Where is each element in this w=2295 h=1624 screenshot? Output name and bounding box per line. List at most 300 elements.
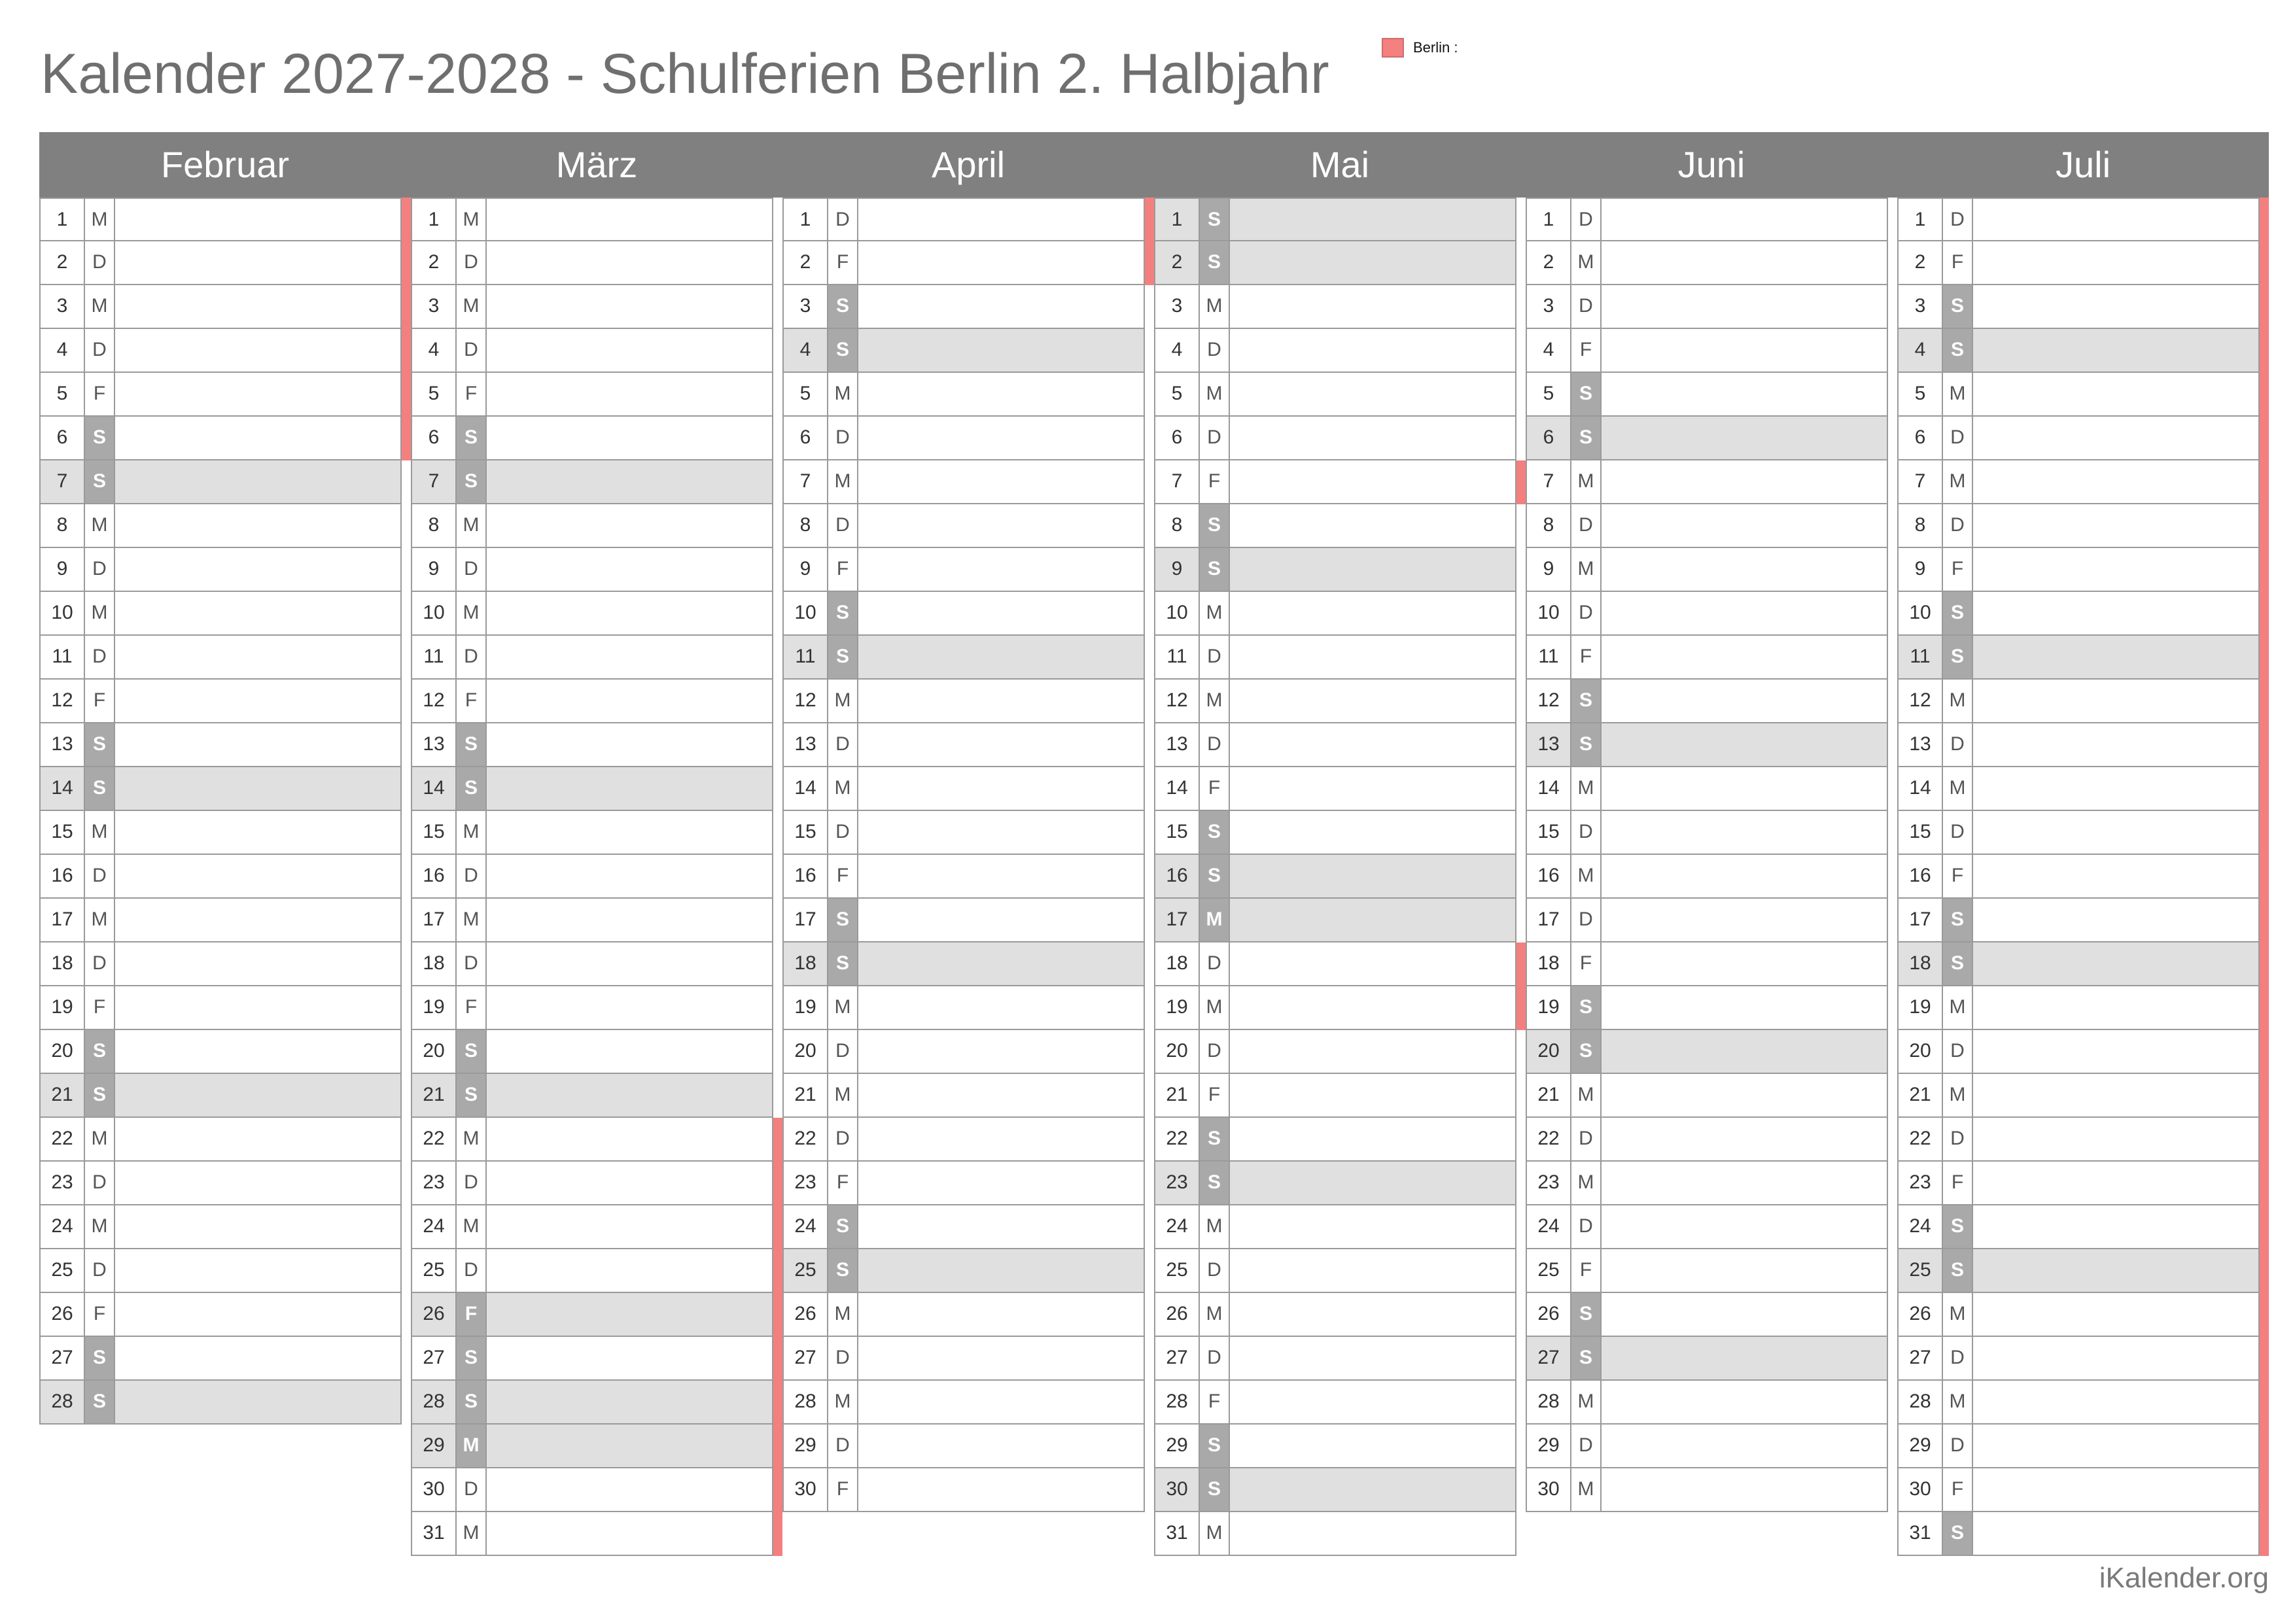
day-note-cell[interactable]: [115, 1293, 400, 1336]
day-note-cell[interactable]: [487, 986, 772, 1029]
day-note-cell[interactable]: [858, 767, 1144, 810]
month-title: April: [931, 144, 1006, 185]
weekday-letter: S: [457, 1030, 487, 1073]
day-row: [411, 548, 773, 592]
day-note-cell[interactable]: [1973, 548, 2258, 591]
day-note-cell[interactable]: [858, 986, 1144, 1029]
day-row: [1897, 592, 2260, 636]
day-note-cell[interactable]: [1230, 1030, 1515, 1073]
day-note-cell[interactable]: [1602, 1425, 1887, 1467]
weekday-letter: F: [1943, 855, 1973, 897]
day-note-cell[interactable]: [487, 855, 772, 897]
day-row: [1897, 1074, 2260, 1118]
day-note-cell[interactable]: [1973, 1512, 2258, 1555]
day-note-cell[interactable]: [115, 504, 400, 547]
day-row: [1154, 899, 1516, 942]
day-note-cell[interactable]: [1973, 899, 2258, 941]
day-note-cell[interactable]: [1602, 1162, 1887, 1204]
day-note-cell[interactable]: [1602, 1293, 1887, 1336]
day-note-cell[interactable]: [487, 899, 772, 941]
day-number: 26: [1155, 1293, 1200, 1336]
day-row: [1154, 460, 1516, 504]
day-row: [1526, 680, 1888, 723]
weekday-letter: D: [1200, 1337, 1230, 1379]
day-note-cell[interactable]: [858, 636, 1144, 678]
day-row: [1526, 1030, 1888, 1074]
weekday-letter: M: [1571, 1162, 1602, 1204]
day-note-cell[interactable]: [1973, 680, 2258, 722]
day-note-cell[interactable]: [1230, 504, 1515, 547]
day-note-cell[interactable]: [1230, 767, 1515, 810]
day-note-cell[interactable]: [1973, 1162, 2258, 1204]
day-number: 9: [1155, 548, 1200, 591]
day-note-cell[interactable]: [487, 1162, 772, 1204]
day-row: [1526, 241, 1888, 285]
day-row: [1897, 855, 2260, 899]
day-row: [1897, 241, 2260, 285]
day-note-cell[interactable]: [115, 899, 400, 941]
day-note-cell[interactable]: [1230, 1425, 1515, 1467]
day-note-cell[interactable]: [487, 1425, 772, 1467]
vacation-marker: [1145, 198, 1154, 285]
day-note-cell[interactable]: [1602, 592, 1887, 634]
weekday-letter: D: [828, 1337, 858, 1379]
day-note-cell[interactable]: [487, 504, 772, 547]
day-note-cell[interactable]: [1973, 592, 2258, 634]
day-number: 7: [1899, 460, 1943, 503]
day-note-cell[interactable]: [487, 636, 772, 678]
day-number: 25: [1527, 1249, 1571, 1292]
day-note-cell[interactable]: [1230, 1249, 1515, 1292]
weekday-letter: M: [85, 811, 115, 854]
day-row: [1154, 373, 1516, 417]
day-note-cell[interactable]: [487, 1074, 772, 1116]
day-note-cell[interactable]: [115, 548, 400, 591]
day-number: 8: [1155, 504, 1200, 547]
day-number: 11: [412, 636, 457, 678]
day-row: [1154, 592, 1516, 636]
day-number: 14: [41, 767, 85, 810]
day-note-cell[interactable]: [487, 811, 772, 854]
day-note-cell[interactable]: [1973, 855, 2258, 897]
day-note-cell[interactable]: [487, 373, 772, 415]
day-note-cell[interactable]: [858, 460, 1144, 503]
day-number: 6: [1527, 417, 1571, 459]
day-row: [411, 460, 773, 504]
day-note-cell[interactable]: [1973, 417, 2258, 459]
weekday-letter: D: [1943, 417, 1973, 459]
day-note-cell[interactable]: [1602, 636, 1887, 678]
weekday-letter: M: [1200, 285, 1230, 328]
weekday-letter: D: [457, 942, 487, 985]
day-number: 5: [41, 373, 85, 415]
weekday-letter: M: [1571, 855, 1602, 897]
day-note-cell[interactable]: [858, 329, 1144, 371]
day-note-cell[interactable]: [1973, 1425, 2258, 1467]
day-note-cell[interactable]: [115, 1249, 400, 1292]
day-note-cell[interactable]: [1230, 241, 1515, 284]
day-note-cell[interactable]: [858, 199, 1144, 240]
day-note-cell[interactable]: [115, 986, 400, 1029]
day-note-cell[interactable]: [858, 417, 1144, 459]
day-note-cell[interactable]: [1230, 1118, 1515, 1160]
day-row: [411, 241, 773, 285]
day-note-cell[interactable]: [115, 241, 400, 284]
day-note-cell[interactable]: [1602, 373, 1887, 415]
vacation-marker: [1516, 460, 1526, 504]
day-number: 25: [1899, 1249, 1943, 1292]
day-note-cell[interactable]: [1230, 680, 1515, 722]
day-note-cell[interactable]: [1602, 1468, 1887, 1511]
day-note-cell[interactable]: [115, 1162, 400, 1204]
day-note-cell[interactable]: [1973, 504, 2258, 547]
day-note-cell[interactable]: [487, 1468, 772, 1511]
day-note-cell[interactable]: [115, 680, 400, 722]
day-note-cell[interactable]: [1230, 417, 1515, 459]
day-note-cell[interactable]: [858, 1162, 1144, 1204]
day-note-cell[interactable]: [1973, 241, 2258, 284]
day-note-cell[interactable]: [115, 767, 400, 810]
day-note-cell[interactable]: [115, 460, 400, 503]
day-note-cell[interactable]: [1230, 986, 1515, 1029]
day-note-cell[interactable]: [115, 1337, 400, 1379]
day-note-cell[interactable]: [1230, 460, 1515, 503]
day-row: [782, 592, 1145, 636]
day-note-cell[interactable]: [858, 723, 1144, 766]
day-row: [1526, 1337, 1888, 1381]
weekday-letter: M: [1200, 1512, 1230, 1555]
day-note-cell[interactable]: [115, 1030, 400, 1073]
day-note-cell[interactable]: [1230, 636, 1515, 678]
day-number: 4: [1155, 329, 1200, 371]
day-note-cell[interactable]: [487, 548, 772, 591]
day-number: 30: [784, 1468, 828, 1511]
weekday-letter: D: [457, 1468, 487, 1511]
weekday-letter: S: [828, 285, 858, 328]
weekday-letter: F: [85, 1293, 115, 1336]
day-number: 29: [784, 1425, 828, 1467]
day-note-cell[interactable]: [1973, 373, 2258, 415]
day-note-cell[interactable]: [1230, 1381, 1515, 1423]
day-note-cell[interactable]: [115, 329, 400, 371]
day-note-cell[interactable]: [858, 1468, 1144, 1511]
day-note-cell[interactable]: [1973, 1249, 2258, 1292]
weekday-letter: S: [457, 460, 487, 503]
weekday-letter: M: [85, 1118, 115, 1160]
day-note-cell[interactable]: [858, 592, 1144, 634]
day-note-cell[interactable]: [115, 1381, 400, 1423]
day-note-cell[interactable]: [1973, 1205, 2258, 1248]
day-note-cell[interactable]: [1602, 986, 1887, 1029]
day-row: [1526, 811, 1888, 855]
weekday-letter: M: [828, 1381, 858, 1423]
day-note-cell[interactable]: [1973, 636, 2258, 678]
day-number: 10: [1527, 592, 1571, 634]
day-note-cell[interactable]: [487, 417, 772, 459]
weekday-letter: D: [457, 1162, 487, 1204]
day-note-cell[interactable]: [1602, 767, 1887, 810]
day-row: [39, 373, 402, 417]
day-note-cell[interactable]: [1602, 1249, 1887, 1292]
day-note-cell[interactable]: [1230, 285, 1515, 328]
day-note-cell[interactable]: [1230, 1337, 1515, 1379]
day-note-cell[interactable]: [1973, 1381, 2258, 1423]
day-row: [1526, 986, 1888, 1030]
day-note-cell[interactable]: [1973, 1337, 2258, 1379]
weekday-letter: M: [1200, 592, 1230, 634]
day-row: [411, 986, 773, 1030]
day-note-cell[interactable]: [115, 417, 400, 459]
day-note-cell[interactable]: [858, 1074, 1144, 1116]
weekday-letter: M: [1943, 1293, 1973, 1336]
day-note-cell[interactable]: [858, 855, 1144, 897]
day-note-cell[interactable]: [858, 1249, 1144, 1292]
day-note-cell[interactable]: [115, 373, 400, 415]
day-note-cell[interactable]: [115, 811, 400, 854]
day-note-cell[interactable]: [1602, 942, 1887, 985]
day-note-cell[interactable]: [1973, 767, 2258, 810]
weekday-letter: M: [1943, 680, 1973, 722]
day-note-cell[interactable]: [115, 723, 400, 766]
day-note-cell[interactable]: [487, 1293, 772, 1336]
day-note-cell[interactable]: [487, 199, 772, 240]
day-note-cell[interactable]: [858, 680, 1144, 722]
day-note-cell[interactable]: [1602, 1381, 1887, 1423]
day-note-cell[interactable]: [1602, 1337, 1887, 1379]
day-note-cell[interactable]: [1602, 504, 1887, 547]
weekday-letter: F: [1943, 1468, 1973, 1511]
day-row: [782, 1381, 1145, 1425]
day-number: 24: [1527, 1205, 1571, 1248]
day-row: [411, 1118, 773, 1162]
day-row: [39, 1337, 402, 1381]
day-note-cell[interactable]: [1230, 199, 1515, 240]
day-note-cell[interactable]: [858, 1205, 1144, 1248]
weekday-letter: S: [457, 1337, 487, 1379]
day-row: [782, 1293, 1145, 1337]
day-note-cell[interactable]: [1230, 723, 1515, 766]
weekday-letter: F: [1200, 767, 1230, 810]
day-note-cell[interactable]: [487, 460, 772, 503]
day-note-cell[interactable]: [858, 899, 1144, 941]
day-note-cell[interactable]: [487, 723, 772, 766]
day-number: 20: [41, 1030, 85, 1073]
day-note-cell[interactable]: [1973, 986, 2258, 1029]
day-note-cell[interactable]: [487, 592, 772, 634]
weekday-letter: M: [457, 592, 487, 634]
day-row: [782, 680, 1145, 723]
day-note-cell[interactable]: [1973, 942, 2258, 985]
day-number: 14: [784, 767, 828, 810]
day-row: [1897, 1205, 2260, 1249]
day-note-cell[interactable]: [115, 1205, 400, 1248]
day-note-cell[interactable]: [1602, 241, 1887, 284]
day-note-cell[interactable]: [858, 504, 1144, 547]
day-note-cell[interactable]: [1973, 1468, 2258, 1511]
weekday-letter: D: [457, 548, 487, 591]
day-note-cell[interactable]: [487, 1118, 772, 1160]
day-note-cell[interactable]: [1230, 899, 1515, 941]
day-note-cell[interactable]: [858, 1293, 1144, 1336]
day-note-cell[interactable]: [487, 1512, 772, 1555]
day-row: [782, 1205, 1145, 1249]
weekday-letter: S: [1571, 1293, 1602, 1336]
day-row: [1526, 723, 1888, 767]
day-number: 7: [412, 460, 457, 503]
day-note-cell[interactable]: [115, 592, 400, 634]
day-note-cell[interactable]: [1230, 548, 1515, 591]
day-note-cell[interactable]: [1973, 460, 2258, 503]
day-note-cell[interactable]: [487, 285, 772, 328]
day-note-cell[interactable]: [1602, 548, 1887, 591]
day-note-cell[interactable]: [1230, 1162, 1515, 1204]
day-note-cell[interactable]: [487, 1337, 772, 1379]
day-note-cell[interactable]: [1602, 899, 1887, 941]
weekday-letter: D: [85, 1162, 115, 1204]
day-note-cell[interactable]: [487, 329, 772, 371]
day-number: 7: [1155, 460, 1200, 503]
day-note-cell[interactable]: [1602, 199, 1887, 240]
day-note-cell[interactable]: [1602, 680, 1887, 722]
day-row: [782, 1425, 1145, 1468]
day-note-cell[interactable]: [1973, 199, 2258, 240]
weekday-letter: D: [85, 241, 115, 284]
day-number: 22: [1155, 1118, 1200, 1160]
weekday-letter: M: [1200, 1293, 1230, 1336]
day-note-cell[interactable]: [1230, 1205, 1515, 1248]
day-note-cell[interactable]: [1230, 1293, 1515, 1336]
day-note-cell[interactable]: [1230, 855, 1515, 897]
day-note-cell[interactable]: [858, 548, 1144, 591]
day-note-cell[interactable]: [1602, 460, 1887, 503]
day-note-cell[interactable]: [1973, 1293, 2258, 1336]
day-row: [411, 680, 773, 723]
day-number: 8: [412, 504, 457, 547]
day-note-cell[interactable]: [1230, 942, 1515, 985]
day-row: [411, 1162, 773, 1205]
weekday-letter: S: [1571, 1030, 1602, 1073]
day-note-cell[interactable]: [1602, 285, 1887, 328]
day-note-cell[interactable]: [1602, 1118, 1887, 1160]
day-note-cell[interactable]: [1973, 1030, 2258, 1073]
day-row: [411, 811, 773, 855]
day-note-cell[interactable]: [487, 1381, 772, 1423]
day-note-cell[interactable]: [1230, 592, 1515, 634]
day-note-cell[interactable]: [1602, 723, 1887, 766]
day-row: [411, 1205, 773, 1249]
day-note-cell[interactable]: [1230, 1512, 1515, 1555]
day-note-cell[interactable]: [1602, 417, 1887, 459]
day-row: [1526, 417, 1888, 460]
month-title: Mai: [1310, 144, 1370, 185]
day-number: 26: [412, 1293, 457, 1336]
day-note-cell[interactable]: [1602, 329, 1887, 371]
day-number: 3: [1527, 285, 1571, 328]
day-note-cell[interactable]: [115, 855, 400, 897]
day-note-cell[interactable]: [1973, 329, 2258, 371]
day-note-cell[interactable]: [858, 1337, 1144, 1379]
day-number: 13: [1155, 723, 1200, 766]
day-note-cell[interactable]: [115, 199, 400, 240]
weekday-letter: M: [828, 373, 858, 415]
day-number: 13: [41, 723, 85, 766]
day-note-cell[interactable]: [1973, 285, 2258, 328]
day-note-cell[interactable]: [858, 241, 1144, 284]
weekday-letter: M: [1571, 548, 1602, 591]
day-note-cell[interactable]: [1230, 373, 1515, 415]
day-note-cell[interactable]: [115, 636, 400, 678]
day-number: 11: [1155, 636, 1200, 678]
weekday-letter: D: [1200, 723, 1230, 766]
day-number: 27: [784, 1337, 828, 1379]
weekday-letter: S: [1200, 199, 1230, 240]
day-number: 21: [41, 1074, 85, 1116]
day-note-cell[interactable]: [115, 285, 400, 328]
day-note-cell[interactable]: [858, 373, 1144, 415]
day-note-cell[interactable]: [1230, 1468, 1515, 1511]
day-note-cell[interactable]: [1973, 1074, 2258, 1116]
day-note-cell[interactable]: [1602, 1205, 1887, 1248]
day-row: [1526, 592, 1888, 636]
day-note-cell[interactable]: [1973, 811, 2258, 854]
day-note-cell[interactable]: [858, 942, 1144, 985]
weekday-letter: D: [1571, 899, 1602, 941]
day-note-cell[interactable]: [858, 1381, 1144, 1423]
day-note-cell[interactable]: [1602, 1030, 1887, 1073]
day-note-cell[interactable]: [858, 285, 1144, 328]
day-row: [1154, 548, 1516, 592]
day-row: [782, 636, 1145, 680]
day-note-cell[interactable]: [487, 1030, 772, 1073]
day-note-cell[interactable]: [115, 1118, 400, 1160]
day-note-cell[interactable]: [487, 1249, 772, 1292]
day-note-cell[interactable]: [487, 767, 772, 810]
day-note-cell[interactable]: [858, 1030, 1144, 1073]
day-note-cell[interactable]: [1602, 1074, 1887, 1116]
day-row: [1897, 285, 2260, 329]
weekday-letter: S: [828, 1249, 858, 1292]
weekday-letter: S: [85, 417, 115, 459]
day-note-cell[interactable]: [1973, 723, 2258, 766]
day-note-cell[interactable]: [1973, 1118, 2258, 1160]
day-note-cell[interactable]: [487, 942, 772, 985]
day-note-cell[interactable]: [1602, 855, 1887, 897]
day-note-cell[interactable]: [1230, 329, 1515, 371]
day-note-cell[interactable]: [115, 1074, 400, 1116]
weekday-letter: F: [828, 241, 858, 284]
weekday-letter: F: [1200, 1074, 1230, 1116]
day-number: 18: [412, 942, 457, 985]
day-row: [39, 1249, 402, 1293]
weekday-letter: S: [457, 723, 487, 766]
day-number: 22: [784, 1118, 828, 1160]
day-note-cell[interactable]: [487, 1205, 772, 1248]
day-note-cell[interactable]: [1230, 811, 1515, 854]
day-note-cell[interactable]: [487, 241, 772, 284]
day-note-cell[interactable]: [858, 811, 1144, 854]
day-number: 28: [784, 1381, 828, 1423]
day-row: [411, 1293, 773, 1337]
day-note-cell[interactable]: [115, 942, 400, 985]
day-note-cell[interactable]: [1602, 811, 1887, 854]
day-note-cell[interactable]: [487, 680, 772, 722]
day-note-cell[interactable]: [858, 1118, 1144, 1160]
day-note-cell[interactable]: [1230, 1074, 1515, 1116]
weekday-letter: M: [1571, 460, 1602, 503]
weekday-letter: D: [457, 1249, 487, 1292]
weekday-letter: D: [457, 855, 487, 897]
day-note-cell[interactable]: [858, 1425, 1144, 1467]
